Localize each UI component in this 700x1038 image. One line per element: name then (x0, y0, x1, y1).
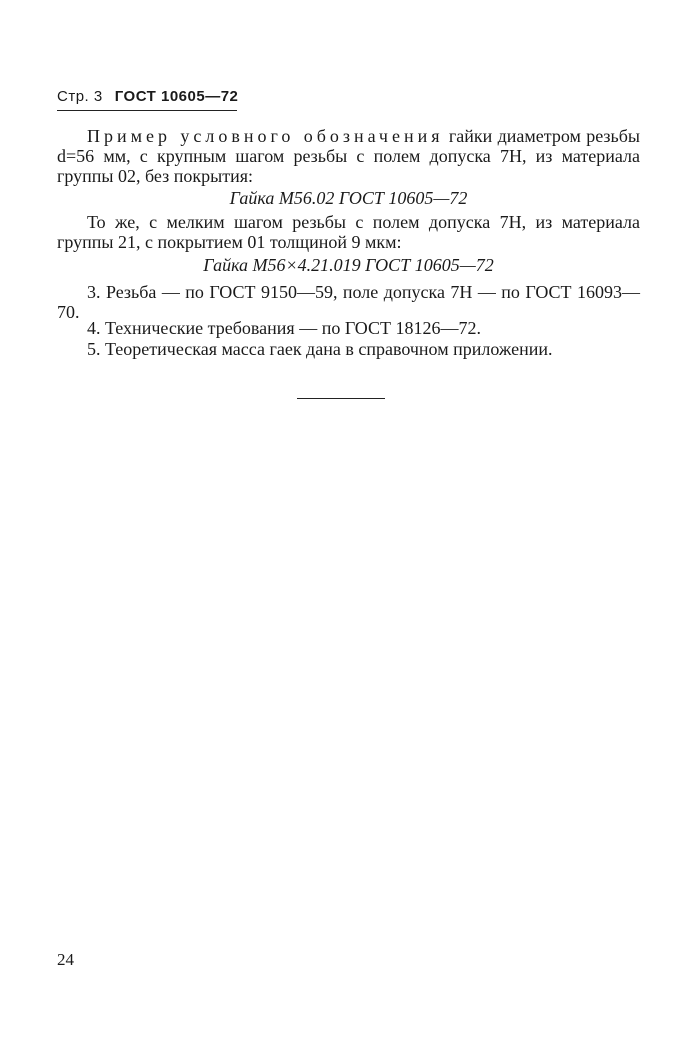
end-rule (297, 398, 385, 399)
designation-example-1: Гайка М56.02 ГОСТ 10605—72 (229, 188, 468, 208)
fine-pitch-paragraph: То же, с мелким шагом резьбы с полем допуска 7Н, из материала группы 21, с покрытием 01 толщиной 9 мкм: (57, 212, 640, 252)
example-intro-spaced: Пример условного обозначения (87, 126, 444, 146)
designation-example-2: Гайка М56×4.21.019 ГОСТ 10605—72 (203, 255, 494, 275)
item-5-mass: 5. Теоретическая масса гаек дана в справочном приложении. (87, 339, 553, 359)
item-4-requirements: 4. Технические требования — по ГОСТ 18126—72. (87, 318, 482, 338)
page-label: Стр. 3 (57, 88, 103, 105)
page-number: 24 (57, 950, 74, 969)
standard-number: ГОСТ 10605—72 (114, 88, 239, 105)
example-intro-rest: гайки диаметром резьбы d=56 мм, с крупным шагом резьбы с полем допуска 7Н, из материала группы 02, без покрытия: (57, 126, 640, 186)
running-header (57, 88, 238, 105)
header-underline (57, 110, 237, 111)
example-paragraph (57, 126, 640, 186)
item-3-thread: 3. Резьба — по ГОСТ 9150—59, поле допуска 7Н — по ГОСТ 16093—70. (57, 282, 640, 322)
